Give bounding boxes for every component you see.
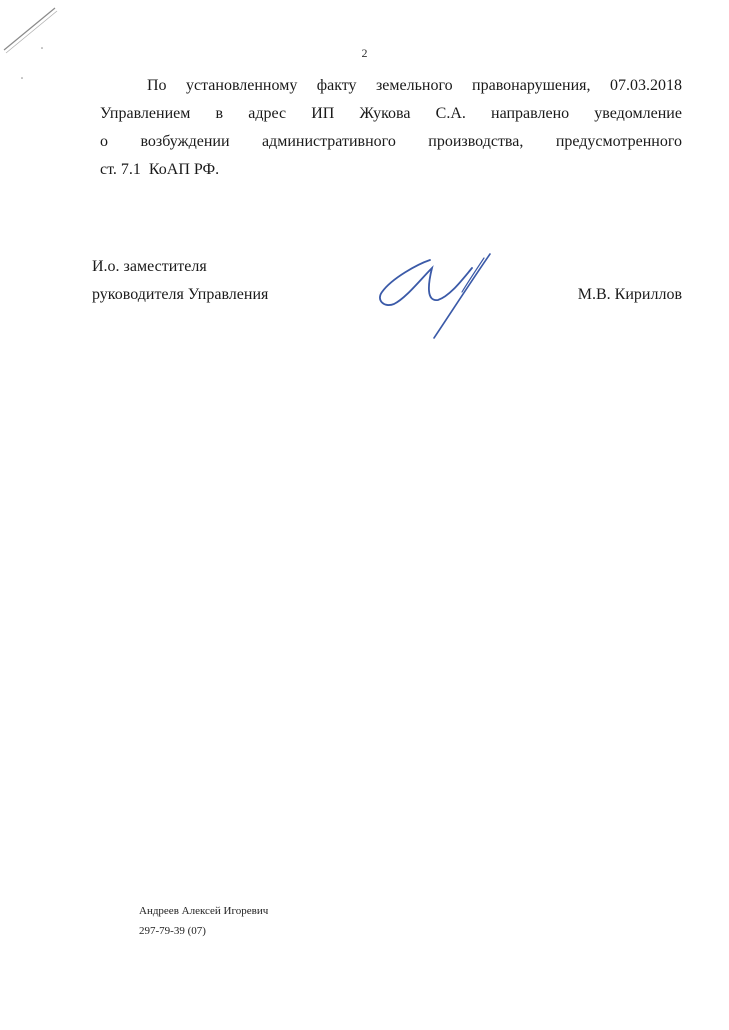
paragraph-line <box>100 100 682 128</box>
paragraph-word: уведомление <box>594 105 682 122</box>
page-number: 2 <box>361 46 368 60</box>
paragraph-word: адрес <box>248 105 287 122</box>
handwritten-signature <box>372 250 502 345</box>
executor-name: Андреев Алексей Игоревич <box>139 905 269 917</box>
paragraph-word: По <box>147 77 167 94</box>
paragraph-word: о <box>100 133 108 150</box>
paragraph-word: ст. 7.1 КоАП РФ. <box>100 161 220 178</box>
paragraph-line <box>100 128 682 156</box>
executor-info <box>139 901 268 941</box>
paragraph-word: 07.03.2018 <box>609 77 682 94</box>
paragraph-word: правонарушения, <box>472 77 591 94</box>
scan-artifact-mark <box>0 0 70 90</box>
paragraph-word: Управлением <box>100 105 191 122</box>
paragraph-word: Жукова <box>359 105 411 122</box>
body-paragraph <box>100 72 682 184</box>
paragraph-line <box>100 72 682 100</box>
executor-phone: 297-79-39 (07) <box>139 925 206 937</box>
paragraph-word: установленному <box>185 77 298 94</box>
signatory-title-line-1: И.о. заместителя <box>92 258 207 275</box>
paragraph-word: возбуждении <box>140 133 230 150</box>
signatory-name: М.В. Кириллов <box>577 286 682 303</box>
paragraph-word: предусмотренного <box>555 133 682 150</box>
paragraph-word: производства, <box>428 133 524 150</box>
paragraph-word: С.А. <box>435 105 466 122</box>
paragraph-word: направлено <box>491 105 570 122</box>
paragraph-word: факту <box>316 77 357 94</box>
paragraph-line <box>100 156 682 184</box>
paragraph-word: в <box>215 105 224 122</box>
paragraph-word: земельного <box>375 77 453 94</box>
signatory-title-line-2: руководителя Управления <box>92 286 269 303</box>
paragraph-word: ИП <box>311 105 335 122</box>
paragraph-word: административного <box>261 133 396 150</box>
